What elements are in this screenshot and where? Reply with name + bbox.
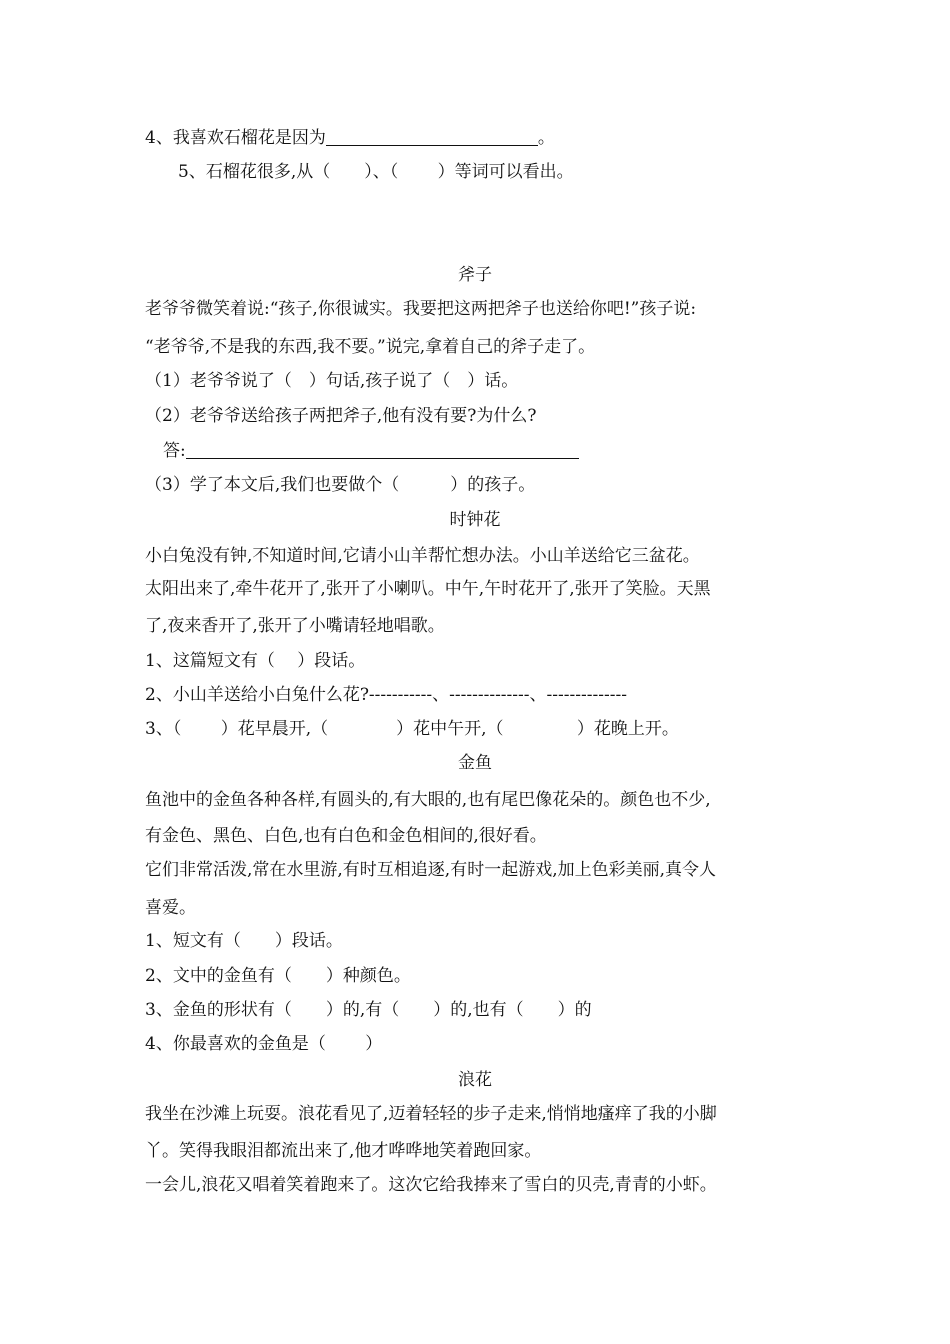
answer-blank-line[interactable] (186, 441, 579, 459)
goldfish-question-4: 4、你最喜欢的金鱼是（ ） (145, 1034, 383, 1054)
question-4 (145, 127, 555, 149)
axe-paragraph-1: 老爷爷微笑着说:“孩子,你很诚实。我要把这两把斧子也送给你吧!”孩子说: (145, 299, 697, 319)
question-4-end: 。 (537, 128, 555, 148)
goldfish-title: 金鱼 (458, 753, 492, 773)
goldfish-question-1: 1、短文有（ ）段话。 (145, 931, 343, 951)
clock-paragraph-1: 小白兔没有钟,不知道时间,它请小山羊帮忙想办法。小山羊送给它三盆花。 (145, 546, 700, 566)
clock-title: 时钟花 (449, 510, 501, 530)
clock-question-3: 3、（ ）花早晨开,（ ）花中午开,（ ）花晚上开。 (145, 719, 679, 739)
question-4-text: 4、我喜欢石榴花是因为 (145, 128, 326, 148)
goldfish-question-3: 3、金鱼的形状有（ ）的,有（ ）的,也有（ ）的 (145, 1000, 592, 1020)
goldfish-paragraph-1: 鱼池中的金鱼各种各样,有圆头的,有大眼的,也有尾巴像花朵的。颜色也不少, (145, 790, 711, 810)
goldfish-paragraph-2: 有金色、黑色、白色,也有白色和金色相间的,很好看。 (145, 826, 547, 846)
goldfish-question-2: 2、文中的金鱼有（ ）种颜色。 (145, 966, 411, 986)
goldfish-paragraph-3: 它们非常活泼,常在水里游,有时互相追逐,有时一起游戏,加上色彩美丽,真令人 (145, 860, 717, 880)
clock-paragraph-3: 了,夜来香开了,张开了小嘴请轻地唱歌。 (145, 616, 445, 636)
axe-question-1: （1）老爷爷说了（ ）句话,孩子说了（ ）话。 (145, 371, 519, 391)
axe-question-2: （2）老爷爷送给孩子两把斧子,他有没有要?为什么? (145, 406, 537, 426)
answer-label: 答: (163, 441, 186, 461)
wave-paragraph-3: 一会儿,浪花又唱着笑着跑来了。这次它给我捧来了雪白的贝壳,青青的小虾。 (145, 1175, 717, 1195)
axe-paragraph-2: “老爷爷,不是我的东西,我不要。”说完,拿着自己的斧子走了。 (145, 337, 596, 357)
axe-title: 斧子 (458, 265, 492, 285)
axe-answer (163, 440, 579, 462)
question-5: 5、石榴花很多,从（ ）、（ ）等词可以看出。 (178, 162, 574, 182)
wave-title: 浪花 (458, 1070, 492, 1090)
wave-paragraph-2: 丫。笑得我眼泪都流出来了,他才哗哗地笑着跑回家。 (145, 1141, 542, 1161)
axe-question-3: （3）学了本文后,我们也要做个（ ）的孩子。 (145, 475, 536, 495)
goldfish-paragraph-4: 喜爱。 (145, 898, 196, 918)
wave-paragraph-1: 我坐在沙滩上玩耍。浪花看见了,迈着轻轻的步子走来,悄悄地瘙痒了我的小脚 (145, 1104, 717, 1124)
answer-blank-line[interactable] (326, 128, 538, 146)
clock-question-2: 2、小山羊送给小白兔什么花?-----------、--------------、-------------- (145, 685, 627, 705)
clock-paragraph-2: 太阳出来了,牵牛花开了,张开了小喇叭。中午,午时花开了,张开了笑脸。天黑 (145, 579, 711, 599)
clock-question-1: 1、这篇短文有（ ）段话。 (145, 651, 366, 671)
